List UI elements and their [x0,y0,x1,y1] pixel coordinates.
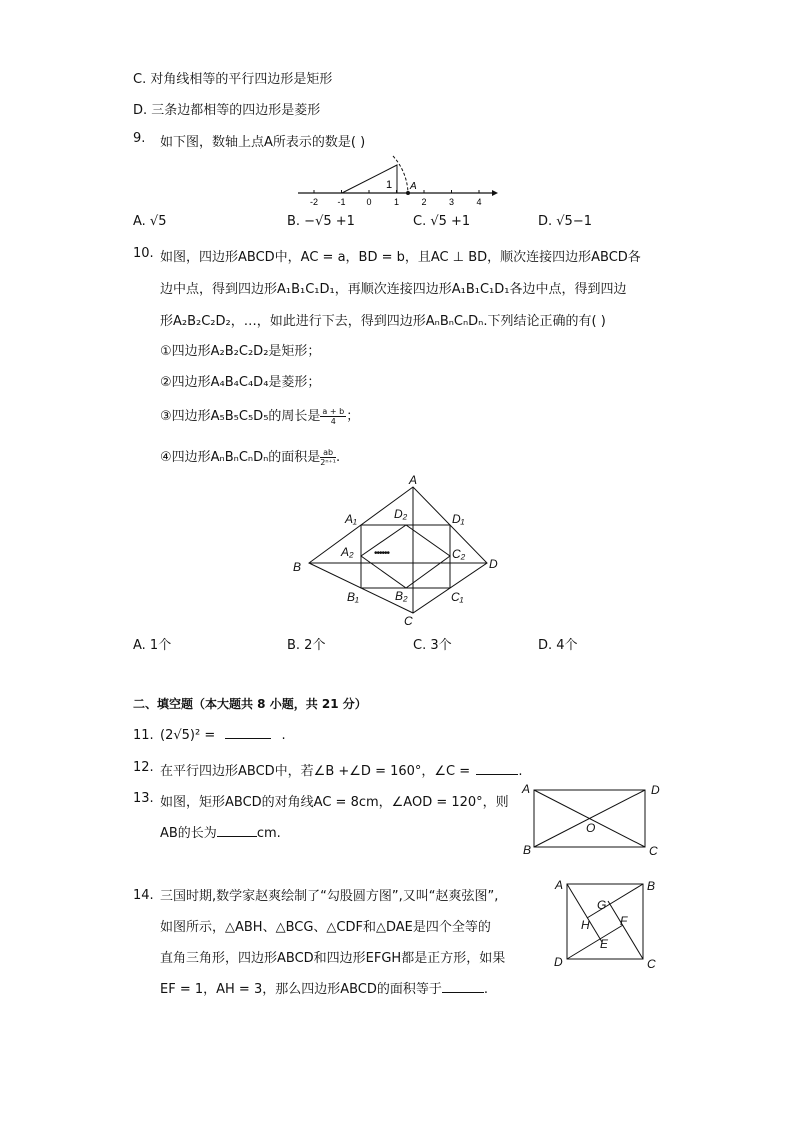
q10-statement-1: ①四边形A₂B₂C₂D₂是矩形； [160,344,321,359]
q8-option-d: D. 三条边都相等的四边形是菱形 [133,103,321,118]
q8-option-c: C. 对角线相等的平行四边形是矩形 [133,72,333,87]
q13-label-b: B [523,843,532,857]
q13-text: AB的长为 [160,826,217,841]
fraction-numerator: a + b [322,407,345,416]
q10-line-1: 如图，四边形ABCD中，AC = a，BD = b，且AC ⊥ BD，顺次连接四边形ABCD各 [160,250,641,265]
q14-line-3: 直角三角形，四边形ABCD和四边形EFGH都是正方形，如果 [160,951,506,966]
q14-line-1: 三国时期,数学家赵爽绘制了“勾股圆方图”,又叫“赵爽弦图”, [160,889,499,904]
q12-number: 12. [133,760,154,775]
q10-statement-4-text: ④四边形AₙBₙCₙDₙ的面积是 [160,450,321,465]
q10-label-c1: C₁ [451,590,464,604]
q14-line-2: 如图所示，△ABH、△BCG、△CDF和△DAE是四个全等的 [160,920,491,935]
q10-label-d2: D₂ [394,507,408,521]
q14-number: 14. [133,888,154,903]
number-line-tick-label: 1 [393,197,400,207]
q9-segment-label: 1 [386,179,393,191]
q10-label-c: C [404,614,413,628]
q14-label-b: B [647,879,656,893]
number-line-tick-label: 2 [421,197,427,207]
number-line-tick-label: 3 [448,197,455,207]
q13-line-1: 如图，矩形ABCD的对角线AC = 8cm，∠AOD = 120°，则 [160,795,509,810]
fraction-denominator: 4 [330,417,336,426]
q10-label-b2: B₂ [395,589,408,603]
q13-number: 13. [133,791,154,806]
q10-number: 10. [133,246,154,261]
number-line-tick-label: -2 [309,197,319,207]
q10-label-b: B [293,560,302,574]
q9-point-a-label: A [410,181,417,192]
q13-label-o: O [586,821,596,835]
q10-label-d1: D₁ [452,512,465,526]
q14-label-a: A [555,878,564,892]
q9-option-a: A. √5 [133,214,167,229]
q13-unit: cm. [256,826,281,841]
q10-label-a: A [409,473,418,487]
q10-label-b1: B₁ [347,590,359,604]
q10-statement-4-end: . [336,450,341,465]
q10-label-a2: A₂ [341,545,354,559]
q11-text: (2√5)² = [160,728,216,743]
q10-option-d: D. 4个 [538,638,578,653]
q9-number: 9. [133,131,146,146]
q10-line-3: 形A₂B₂C₂D₂，…，如此进行下去，得到四边形AₙBₙCₙDₙ.下列结论正确的有( ) [160,314,606,329]
q9-option-b: B. −√5 +1 [287,214,355,229]
number-line-tick-label: 4 [476,197,482,207]
fraction-numerator: ab [320,448,336,458]
q10-line-2: 边中点，得到四边形A₁B₁C₁D₁，再顺次连接四边形A₁B₁C₁D₁各边中点，得到四边 [160,282,627,297]
section-2-title: 二、填空题（本大题共 8 小题，共 21 分） [133,697,367,711]
q14-label-e: E [600,937,609,951]
q14-end: . [483,982,489,997]
q12-end: . [518,764,523,779]
q10-option-b: B. 2个 [287,638,326,653]
q9-option-c: C. √5 +1 [413,214,471,229]
q14-label-f: F [620,914,628,928]
q10-statement-3-end: ； [346,409,360,424]
q9-stem: 如下图，数轴上点A所表示的数是( ) [160,135,366,150]
q13-label-c: C [649,844,658,858]
q10-option-a: A. 1个 [133,638,172,653]
q14-label-c: C [647,957,656,971]
q11-end: . [281,728,286,743]
number-line-tick-label: 0 [366,197,372,207]
q14-label-h: H [581,918,590,932]
q11-number: 11. [133,728,154,743]
fraction-denominator: 2ⁿ⁺¹ [320,458,336,467]
q10-statement-3-text: ③四边形A₅B₅C₅D₅的周长是 [160,409,321,424]
q14-text: EF = 1，AH = 3，那么四边形ABCD的面积等于 [160,982,442,997]
q14-label-g: G [597,898,607,912]
q10-label-d: D [489,557,498,571]
q13-label-d: D [651,783,660,797]
q14-label-d: D [554,955,563,969]
q10-option-c: C. 3个 [413,638,452,653]
q12-text: 在平行四边形ABCD中，若∠B +∠D = 160°，∠C = [160,764,471,779]
number-line-tick-label: -1 [337,197,346,207]
q13-label-a: A [522,782,531,796]
q9-option-d: D. √5−1 [538,214,592,229]
q10-statement-2: ②四边形A₄B₄C₄D₄是菱形； [160,375,321,390]
q10-label-a1: A₁ [345,512,357,526]
q10-ellipsis-dots: •••••• [374,548,390,559]
q10-label-c2: C₂ [452,547,466,561]
